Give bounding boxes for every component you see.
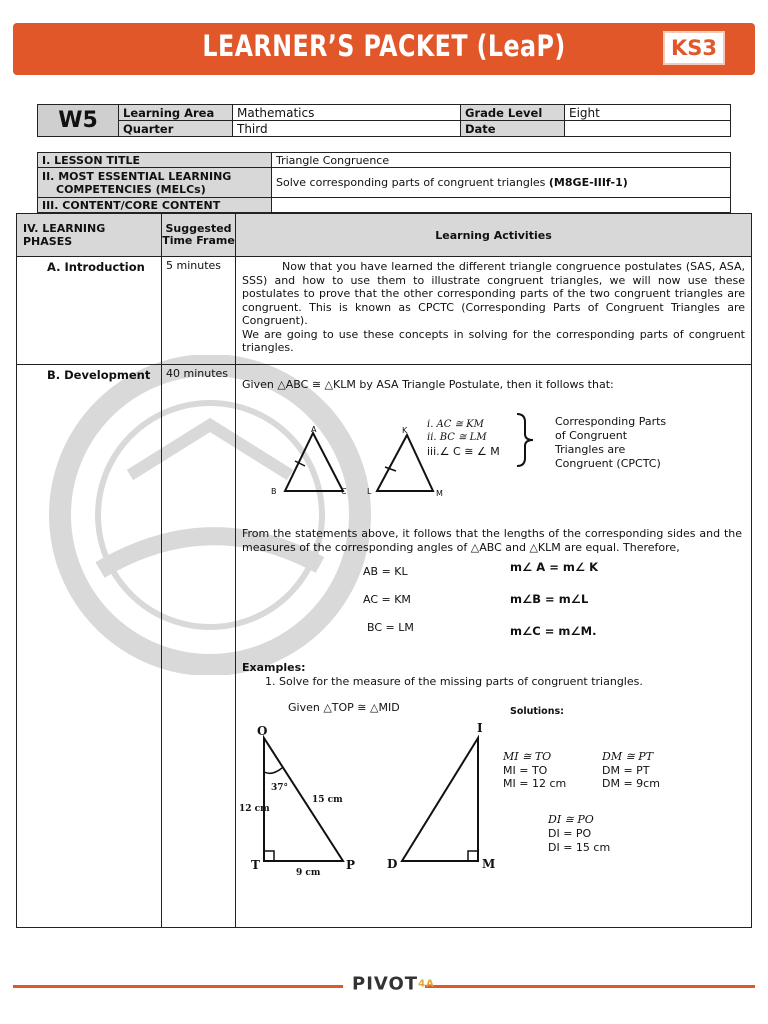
vertex-a: A [311,425,317,434]
lesson-title-value: Triangle Congruence [272,153,731,168]
vertex-m: M [436,489,443,498]
learning-area-value: Mathematics [233,105,461,121]
header-banner [13,23,755,75]
vertex-m2: M [482,857,496,871]
melc-label [38,168,272,198]
vertex-b: B [271,487,277,496]
solution-dm-equal: DM = PT [602,764,650,777]
vertex-i: I [477,721,483,735]
vertex-l: L [367,487,372,496]
side-to-12cm: 12 cm [239,804,270,814]
pivot-logo-text: PIVOT [352,973,419,995]
week-label: W5 [38,105,119,137]
triangle-mid-figure [390,730,490,870]
side-tp-9cm: 9 cm [296,868,321,878]
melc-text: Solve corresponding parts of congruent triangles [276,176,546,189]
development-phase [17,365,162,928]
eq-side-ab: AB = KL [363,565,408,578]
solution-di-congruent: DI ≅ PO [548,813,594,826]
examples-label: Examples: [242,661,306,674]
eq-angle-c: m∠C = m∠M. [510,624,597,638]
grade-level-label: Grade Level [461,105,565,121]
development-phase-label: B. Development [47,368,151,382]
solution-dm-value: DM = 9cm [602,777,660,790]
pivot-logo [352,973,435,995]
vertex-t: T [251,858,260,872]
solution-di-value: DI = 15 cm [548,841,611,854]
content-label: III. CONTENT/CORE CONTENT [38,198,272,213]
pivot-logo-sub: 4A [418,978,435,990]
eq-angle-b: m∠B = m∠L [510,592,589,606]
solution-mi-value: MI = 12 cm [503,777,567,790]
activities-header: Learning Activities [236,214,752,257]
solutions-label: Solutions: [510,706,564,717]
angle-37: 37° [271,783,289,793]
solution-mi-equal: MI = TO [503,764,548,777]
statement-i: i. AC ≅ KM [427,419,484,430]
intro-time: 5 minutes [162,257,236,365]
statement-ii: ii. BC ≅ LM [427,432,487,443]
intro-phase [17,257,162,365]
quarter-label: Quarter [119,121,233,137]
content-value [272,198,731,213]
time-header: Suggested Time Frame [162,214,236,257]
intro-paragraph-2: We are going to use these concepts in solving for the corresponding parts of congruent triangles. [242,327,745,354]
vertex-o: O [257,724,268,738]
solution-dm-congruent: DM ≅ PT [602,750,654,763]
melc-code: (M8GE-IIIf-1) [548,176,628,189]
solution-di-equal: DI = PO [548,827,592,840]
therefore-paragraph: From the statements above, it follows that the lengths of the corresponding sides and the measures of the corresponding angles of △ABC and △KLM are equal. Therefore, [242,527,742,554]
eq-angle-a: m∠ A = m∠ K [510,560,599,574]
info-table [37,104,731,137]
example-1-text: 1. Solve for the measure of the missing parts of congruent triangles. [265,675,643,688]
cpctc-line4: Congruent (CPCTC) [555,457,661,470]
lesson-table [37,152,731,213]
cpctc-line2: of Congruent [555,429,628,442]
ks-badge: KS3 [663,31,725,65]
vertex-d: D [387,857,398,871]
side-op-15cm: 15 cm [312,795,343,805]
given-statement: Given △ABC ≅ △KLM by ASA Triangle Postulate, then it follows that: [242,378,614,391]
eq-side-bc: BC = LM [367,621,414,634]
learning-area-label: Learning Area [119,105,233,121]
vertex-c: C [341,487,347,496]
date-value [565,121,731,137]
development-time: 40 minutes [162,365,236,928]
vertex-k: K [402,426,408,435]
melc-value [272,168,731,198]
date-label: Date [461,121,565,137]
cpctc-line3: Triangles are [555,443,626,456]
given-top-mid: Given △TOP ≅ △MID [288,701,400,714]
melc-label-line2: COMPETENCIES (MELCs) [56,182,206,196]
right-brace-icon [513,412,537,468]
lesson-title-label: I. LESSON TITLE [38,153,272,168]
intro-paragraph: Now that you have learned the different triangle congruence postulates (SAS, ASA, SSS) and how to use them to illustrate congruent triangles, we will now use these postulates to prove that the other corresponding parts of the two congruent triangles are congruent. This is known as CPCTC (Corresponding Parts of Congruent Triangles are Congruent). [242,260,745,327]
banner-title: LEARNER’S PACKET (LeaP) [202,29,566,63]
triangle-top-figure [250,730,360,870]
solution-mi-congruent: MI ≅ TO [503,750,552,763]
quarter-value: Third [233,121,461,137]
cpctc-line1: Corresponding Parts [555,415,667,428]
footer-line-right [425,985,755,988]
vertex-p: P [346,858,356,872]
phase-header: IV. LEARNING PHASES [17,214,162,257]
melc-label-line1: II. MOST ESSENTIAL LEARNING [42,169,232,183]
intro-phase-label: A. Introduction [47,260,145,274]
eq-side-ac: AC = KM [363,593,411,606]
grade-level-value: Eight [565,105,731,121]
intro-activity [236,257,752,365]
statement-iii: iii.∠ C ≅ ∠ M [427,445,500,458]
footer-line-left [13,985,343,988]
